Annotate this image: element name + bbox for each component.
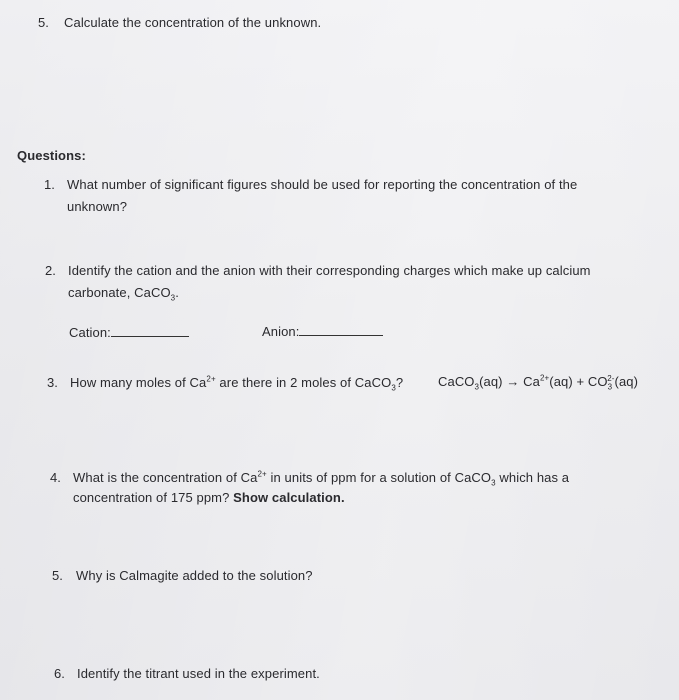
q4-line2: concentration of 175 ppm? Show calculation. <box>73 490 345 505</box>
q1-line2: unknown? <box>67 199 128 214</box>
q2-line2: carbonate, CaCO$_3$. <box>68 285 179 303</box>
questions-heading: Questions: <box>17 148 86 163</box>
q2-line1: Identify the cation and the anion with their corresponding charges which make up calcium <box>68 263 591 278</box>
top-item-text: Calculate the concentration of the unknown. <box>64 15 322 30</box>
q6-number: 6. <box>54 666 65 681</box>
q1-number: 1. <box>44 177 55 192</box>
q3-number: 3. <box>47 375 58 390</box>
q5-text: Why is Calmagite added to the solution? <box>76 568 313 583</box>
top-item-number: 5. <box>38 15 49 30</box>
q5-number: 5. <box>52 568 63 583</box>
q3-equation: CaCO$_3$(aq) → $Ca^{2+}(aq) + CO_3^{2-}(aq)$ <box>438 373 639 392</box>
cation-label: Cation: <box>69 323 189 342</box>
cation-answer-blank[interactable] <box>111 336 189 337</box>
q1-line1: What number of significant figures should be used for reporting the concentration of the <box>67 177 578 192</box>
anion-label: Anion: <box>262 322 383 341</box>
q2-number: 2. <box>45 263 56 278</box>
q4-line1: What is the concentration of $Ca^{2+}$ in units of ppm for a solution of CaCO$_3$ which has a <box>73 469 570 488</box>
q3-question: How many moles of $Ca^{2+}$ are there in 2 moles of CaCO$_3$? <box>70 374 404 393</box>
q6-text: Identify the titrant used in the experiment. <box>77 666 320 681</box>
q4-number: 4. <box>50 470 61 485</box>
anion-answer-blank[interactable] <box>299 335 383 336</box>
show-calculation-note: Show calculation. <box>233 490 345 505</box>
